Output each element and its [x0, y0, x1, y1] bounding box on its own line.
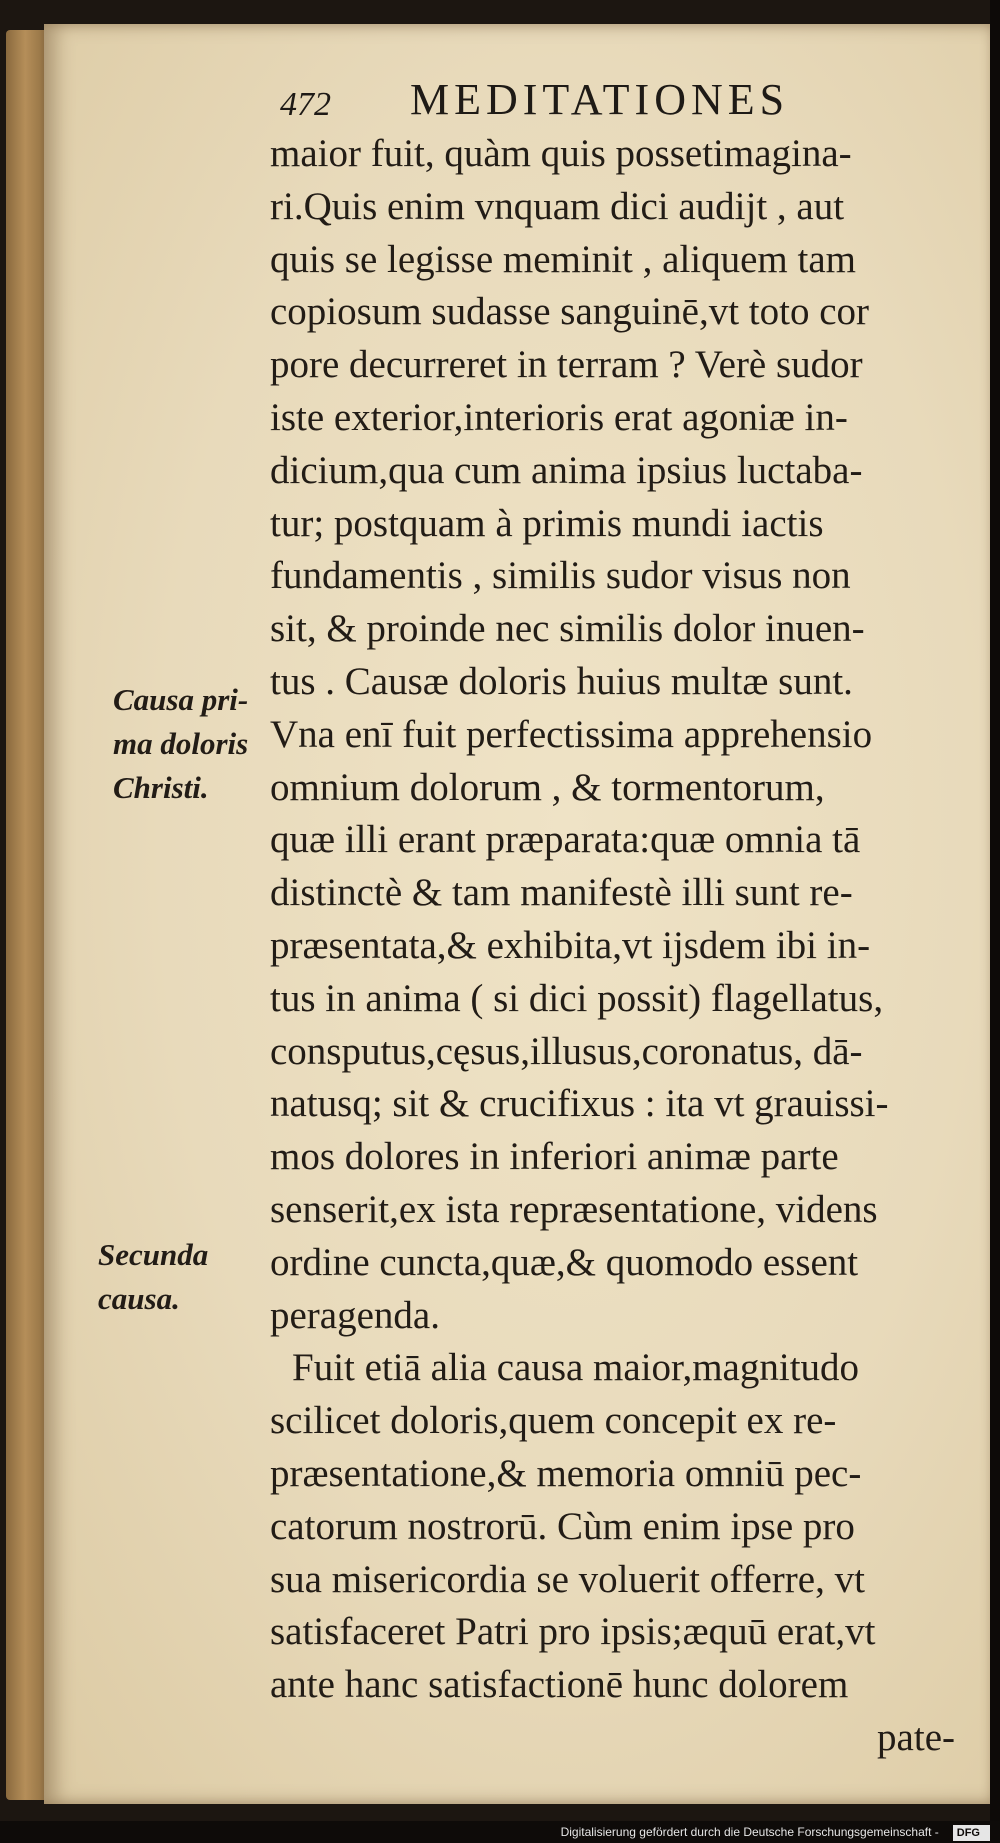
- text-line: Fuit etiā alia causa maior,magnitudo: [292, 1346, 860, 1390]
- text-line: senserit,ex ista repræsentatione, videns: [270, 1187, 878, 1231]
- text-line: tur; postquam à primis mundi iactis: [270, 501, 824, 545]
- text-line: fundamentis , similis sudor visus non: [270, 554, 851, 598]
- text-line: ante hanc satisfactionē hunc dolorem: [270, 1663, 849, 1707]
- text-line: omnium dolorum , & tormentorum,: [270, 765, 825, 809]
- text-line: distinctè & tam manifestè illi sunt re-: [270, 871, 853, 915]
- margin-note-line: Causa pri-: [113, 682, 249, 717]
- text-line: natusq; sit & crucifixus : ita vt grauissi-: [270, 1082, 889, 1126]
- dfg-logo: DFG: [953, 1825, 990, 1841]
- page-header: [280, 72, 880, 132]
- text-line: sua misericordia se voluerit offerre, vt: [270, 1557, 865, 1601]
- text-line: scilicet doloris,quem concepit ex re-: [270, 1399, 837, 1443]
- margin-note-second-cause: [98, 1233, 208, 1321]
- text-line: copiosum sudasse sanguinē,vt toto cor: [270, 290, 869, 334]
- page-number: 472: [280, 86, 331, 123]
- text-line: præsentata,& exhibita,vt ijsdem ibi in-: [270, 923, 871, 967]
- text-line: tus in anima ( si dici possit) flagellatus,: [270, 976, 884, 1020]
- text-line: catorum nostrorū. Cùm enim ipse pro: [270, 1504, 855, 1548]
- catchword: pate-: [877, 1715, 955, 1759]
- text-line: præsentatione,& memoria omniū pec-: [270, 1451, 862, 1495]
- text-line: quæ illi erant præparata:quæ omnia tā: [270, 818, 861, 862]
- text-line: ri.Quis enim vnquam dici audijt , aut: [270, 184, 845, 228]
- scan-border: [990, 0, 1000, 1843]
- body-text: [270, 128, 960, 1765]
- text-line: sit, & proinde nec similis dolor inuen-: [270, 607, 865, 651]
- text-line: mos dolores in inferiori animæ parte: [270, 1135, 839, 1179]
- footer-credit: Digitalisierung gefördert durch die Deutsche Forschungsgemeinschaft -: [560, 1825, 939, 1839]
- text-line: quis se legisse meminit , aliquem tam: [270, 237, 856, 281]
- margin-note-line: Christi.: [113, 770, 209, 805]
- text-line: satisfaceret Patri pro ipsis;æquū erat,vt: [270, 1610, 876, 1654]
- text-line: maior fuit, quàm quis possetimagina-: [270, 132, 852, 175]
- text-line: tus . Causæ doloris huius multæ sunt.: [270, 659, 853, 703]
- text-line: dicium,qua cum anima ipsius luctaba-: [270, 448, 863, 492]
- text-line: peragenda.: [270, 1293, 440, 1337]
- text-line: consputus,cęsus,illusus,coronatus, dā-: [270, 1029, 863, 1073]
- text-line: iste exterior,interioris erat agoniæ in-: [270, 395, 848, 439]
- running-title: MEDITATIONES: [410, 75, 790, 124]
- margin-note-first-cause: [113, 678, 248, 810]
- text-line: Vna enī fuit perfectissima apprehensio: [270, 712, 873, 756]
- margin-note-line: Secunda: [98, 1237, 209, 1272]
- margin-note-line: causa.: [98, 1281, 180, 1316]
- text-line: pore decurreret in terram ? Verè sudor: [270, 343, 863, 387]
- text-line: ordine cuncta,quæ,& quomodo essent: [270, 1240, 859, 1284]
- margin-note-line: ma doloris: [113, 726, 249, 761]
- digitization-footer: [0, 1821, 1000, 1843]
